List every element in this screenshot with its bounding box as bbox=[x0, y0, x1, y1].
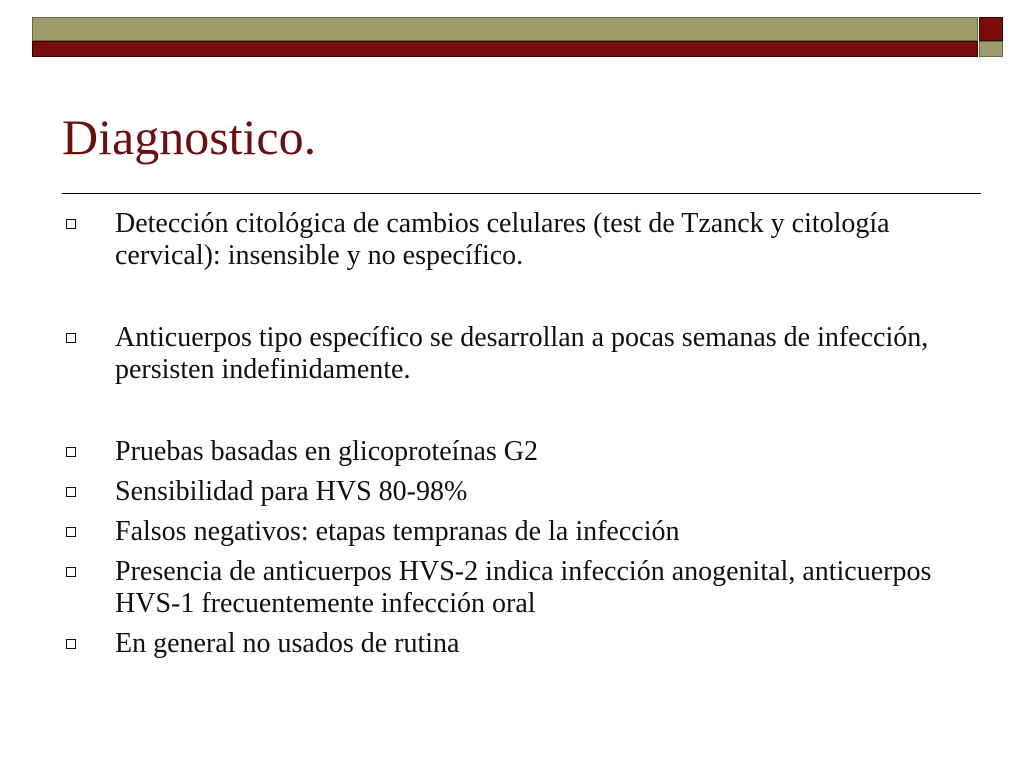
bullet-text: Detección citológica de cambios celulares (test de Tzanck y citología cervical): insensible y no específico. bbox=[115, 208, 890, 271]
hollow-square-icon bbox=[66, 639, 76, 649]
bullet-text: Sensibilidad para HVS 80-98% bbox=[115, 476, 468, 507]
hollow-square-icon bbox=[66, 487, 76, 497]
bullet-item bbox=[62, 476, 972, 508]
slide-title: Diagnostico. bbox=[62, 109, 317, 165]
hollow-square-icon bbox=[66, 567, 76, 577]
bullet-item bbox=[62, 628, 972, 660]
bullet-item bbox=[62, 516, 972, 548]
bullet-text: Falsos negativos: etapas tempranas de la infección bbox=[115, 516, 680, 547]
hollow-square-icon bbox=[66, 447, 76, 457]
bullet-text: Pruebas basadas en glicoproteínas G2 bbox=[115, 436, 538, 467]
bullet-list bbox=[62, 208, 972, 668]
header-square-olive bbox=[979, 41, 1003, 57]
hollow-square-icon bbox=[66, 527, 76, 537]
bullet-item bbox=[62, 208, 972, 272]
header-square-maroon bbox=[979, 17, 1003, 41]
bullet-text: Presencia de anticuerpos HVS-2 indica infección anogenital, anticuerpos HVS-1 frecuentemente infección oral bbox=[115, 556, 932, 619]
header-bar-maroon bbox=[32, 41, 978, 57]
bullet-item bbox=[62, 436, 972, 468]
hollow-square-icon bbox=[66, 333, 76, 343]
header-bar-olive bbox=[32, 17, 978, 41]
title-underline bbox=[62, 193, 981, 194]
bullet-text: En general no usados de rutina bbox=[115, 628, 460, 659]
bullet-item bbox=[62, 556, 972, 620]
hollow-square-icon bbox=[66, 219, 76, 229]
bullet-item bbox=[62, 322, 972, 386]
bullet-text: Anticuerpos tipo específico se desarrollan a pocas semanas de infección, persisten indefinidamente. bbox=[115, 322, 929, 385]
